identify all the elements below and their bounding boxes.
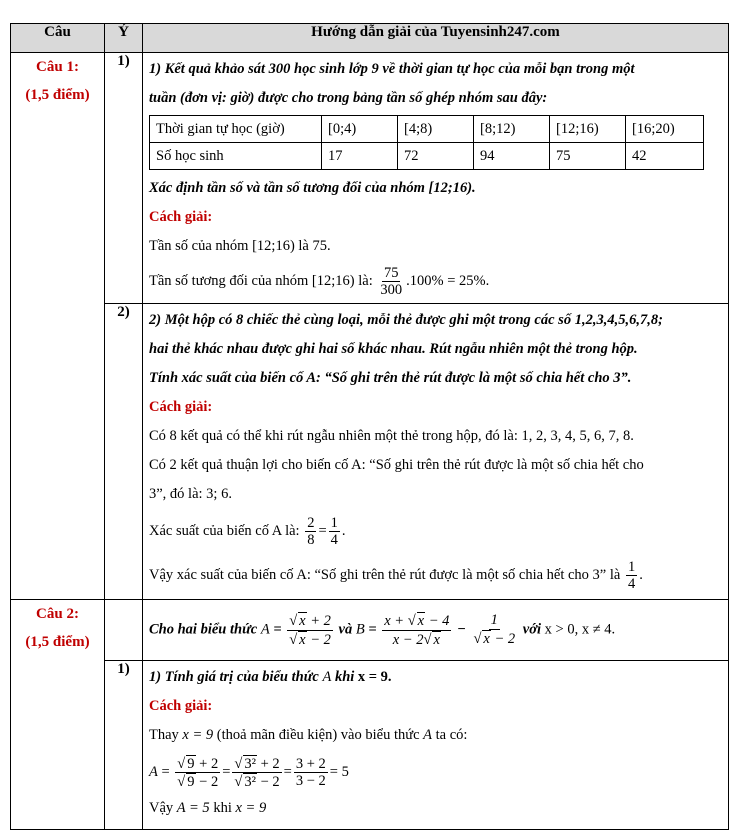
q2-p1-task-val: x = 9. — [357, 669, 392, 685]
q1-p2-answer-4: Vậy xác suất của biến cố A: “Số ghi trên thẻ rút được là một số chia hết cho 3” là $\frac{1}{4}$ . — [149, 558, 643, 593]
q1-p1-answer-1: Tần số của nhóm [12;16) là 75. — [149, 238, 331, 254]
freq-cell: [16;20) — [626, 116, 704, 143]
fraction: $\frac{3 + 2}{3 - 2}$ — [295, 755, 326, 790]
frequency-row-count — [150, 143, 704, 170]
fraction: $\frac{1}{√ x - 2}$ — [473, 612, 516, 647]
q1-p2-intro-2: hai thẻ khác nhau được ghi hai số khác nhau. Rút ngẫu nhiên một thẻ trong hộp. — [149, 341, 638, 357]
frequency-row-time — [150, 116, 704, 143]
fraction-num: 2 — [307, 514, 315, 531]
q2-p1-answer-1-suffix: ta có: — [435, 727, 468, 743]
q2-given: Cho hai biểu thức A = $\frac{√ x + 2}{√ x - 2}$ và B = $\frac{x + √ x - 4}{x - 2√ x}$ − $\frac{1}{√ x - 2}$ với x > 0, x ≠ 4. — [149, 612, 616, 648]
q1-p1-answer-2 — [149, 261, 722, 301]
fraction: $\frac{x + √ x - 4}{x - 2√ x}$ — [384, 612, 450, 648]
freq-cell: 94 — [474, 143, 550, 170]
fraction: $\frac{√ x + 2}{√ x - 2}$ — [289, 612, 331, 648]
q1-label: Câu 1: — [36, 59, 79, 75]
q2-p1-task-text: 1) Tính giá trị của biểu thức — [149, 669, 319, 685]
q1-p2-index: 2) — [105, 304, 143, 600]
fraction — [305, 515, 316, 549]
q2-p1-result-x: x = 9 — [235, 800, 267, 816]
q2-p1-content — [143, 661, 729, 830]
q2-p1-result-text: Vậy — [149, 800, 174, 816]
q2-given-and: và — [338, 621, 353, 638]
q1-label-cell — [11, 53, 105, 600]
q1-p1-intro-2: tuần (đơn vị: giờ) được cho trong bảng tần số ghép nhóm sau đây: — [149, 90, 548, 106]
q2-given-row — [11, 600, 729, 661]
q2-points: (1,5 điểm) — [25, 634, 90, 650]
q1-points: (1,5 điểm) — [25, 87, 90, 103]
fraction — [378, 265, 404, 299]
q1-p2-answer-4-text: Vậy xác suất của biến cố A: “Số ghi trên thẻ rút được là một số chia hết cho 3” là — [149, 567, 621, 583]
q1-p2-answer-1: Có 8 kết quả có thể khi rút ngẫu nhiên một thẻ trong hộp, đó là: 1, 2, 3, 4, 5, 6, 7, 8. — [149, 428, 634, 444]
frequency-table — [149, 115, 704, 170]
q1-p2-answer-3-text: Xác suất của biến cố A là: — [149, 523, 300, 539]
fraction-den: 4 — [627, 576, 636, 593]
q2-part1-row — [11, 661, 729, 830]
q2-p1-task-mid: khi — [334, 669, 355, 685]
freq-cell: 72 — [398, 143, 474, 170]
freq-cell: [12;16) — [550, 116, 626, 143]
fraction-num: 1 — [330, 514, 338, 531]
q2-given-text: Cho hai biểu thức — [149, 621, 258, 638]
q2-p1-result-mid: khi — [213, 800, 232, 816]
q1-p1-answer-2-text: Tần số tương đối của nhóm [12;16) là: — [149, 273, 373, 289]
q2-p1-result-val: A = 5 — [176, 800, 210, 816]
q1-p2-intro-3: Tính xác suất của biến cố A: “Số ghi trên thẻ rút được là một số chia hết cho 3”. — [149, 370, 632, 386]
q1-p1-intro-1: 1) Kết quả khảo sát 300 học sinh lớp 9 về thời gian tự học của mỗi bạn trong một — [149, 61, 635, 77]
freq-cell: 75 — [550, 143, 626, 170]
header-row — [11, 24, 729, 53]
solution-table — [10, 23, 729, 830]
q1-part1-row — [11, 53, 729, 304]
q2-p1-task: 1) Tính giá trị của biểu thức A khi x = 9. — [149, 669, 392, 685]
q2-given-with: với — [522, 621, 542, 638]
q1-p2-answer-3: Xác suất của biến cố A là: $\frac{2}{8}$ = $\frac{1}{4}$ . — [149, 514, 346, 549]
q2-given-index — [105, 600, 143, 661]
q2-p1-answer-1-mid: (thoả mãn điều kiện) vào biểu thức — [216, 727, 420, 743]
q2-p1-method: Cách giải: — [149, 698, 213, 714]
q1-p1-task: Xác định tần số và tần số tương đối của nhóm [12;16). — [149, 180, 476, 196]
q1-p2-method: Cách giải: — [149, 399, 213, 415]
document-page — [10, 23, 728, 827]
header-y: Ý — [105, 24, 143, 53]
q1-p1-method: Cách giải: — [149, 209, 213, 225]
freq-cell: Số học sinh — [150, 143, 322, 170]
q1-part2-row — [11, 304, 729, 600]
q1-p1-content — [143, 53, 729, 304]
q2-given-cond: x > 0, x ≠ 4. — [544, 621, 616, 638]
q2-label: Câu 2: — [36, 606, 79, 622]
q1-p1-index: 1) — [105, 53, 143, 304]
freq-cell: [4;8) — [398, 116, 474, 143]
fraction-den: 8 — [307, 532, 315, 549]
freq-cell: 17 — [322, 143, 398, 170]
q1-p2-content — [143, 304, 729, 600]
q2-p1-answer-1-val: x = 9 — [182, 727, 214, 743]
q1-p2-answer-2b: 3”, đó là: 3; 6. — [149, 486, 232, 502]
freq-cell: Thời gian tự học (giờ) — [150, 116, 322, 143]
freq-cell: 42 — [626, 143, 704, 170]
q1-p2-answer-2a: Có 2 kết quả thuận lợi cho biến cố A: “Số ghi trên thẻ rút được là một số chia hết cho — [149, 457, 644, 473]
q1-p1-answer-2-suffix: .100% = 25%. — [406, 273, 490, 289]
fraction — [626, 559, 637, 593]
q2-label-cell — [11, 600, 105, 830]
q2-p1-index: 1) — [105, 661, 143, 830]
fraction — [329, 515, 340, 549]
q2-p1-result — [149, 794, 722, 823]
freq-cell: [0;4) — [322, 116, 398, 143]
q2-given-content — [143, 600, 729, 661]
q1-p2-intro-1: 2) Một hộp có 8 chiếc thẻ cùng loại, mỗi thẻ được ghi một trong các số 1,2,3,4,5,6,7,8; — [149, 312, 663, 328]
fraction-den: 300 — [380, 282, 403, 299]
q2-p1-answer-1-text: Thay — [149, 727, 179, 743]
fraction: $\frac{√ 9 + 2}{√ 9 - 2}$ — [177, 755, 219, 791]
q2-p1-computation: A = $\frac{√ 9 + 2}{√ 9 - 2}$ = $\frac{\text{√ 3² + 2}}{\text{√ 3² − 2}}$ = $\frac{3 + 2}{3 - 2}$ = 5 — [149, 755, 349, 791]
fraction-num: 1 — [627, 558, 636, 575]
fraction-num: 75 — [383, 264, 399, 281]
fraction: $\frac{\text{√ 3² + 2}}{\text{√ 3² − 2}}$ — [234, 755, 280, 791]
header-cau: Câu — [11, 24, 105, 53]
fraction-den: 4 — [330, 532, 338, 549]
freq-cell: [8;12) — [474, 116, 550, 143]
q2-p1-answer-1: Thay x = 9 (thoả mãn điều kiện) vào biểu thức A ta có: — [149, 727, 468, 743]
header-guide: Hướng dẫn giải của Tuyensinh247.com — [143, 24, 729, 53]
